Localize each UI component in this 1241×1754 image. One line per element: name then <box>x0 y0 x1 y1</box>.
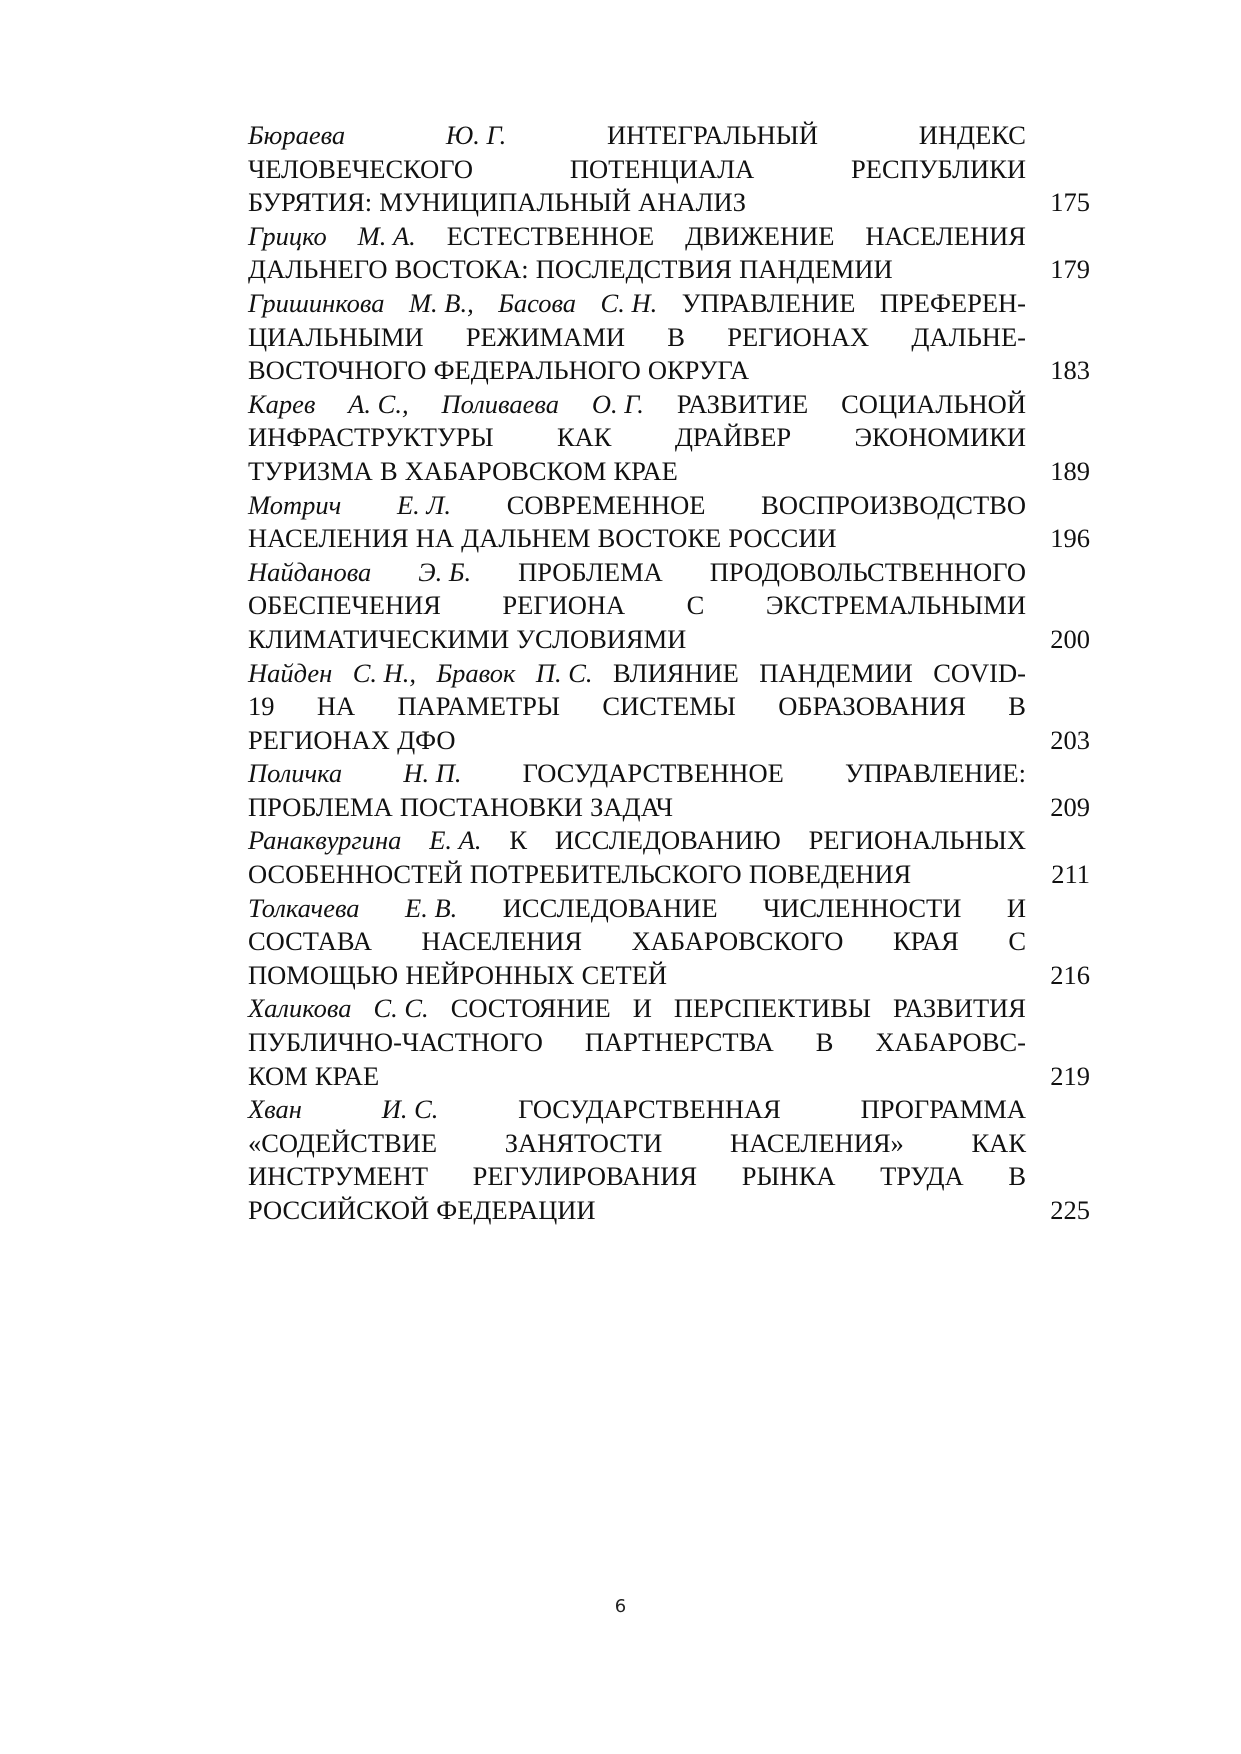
toc-entry-page: 209 <box>1050 791 1090 822</box>
table-of-contents <box>248 119 1090 1228</box>
toc-entry[interactable]: Ранаквургина Е. А. К ИССЛЕДОВАНИЮ РЕГИОНАЛЬНЫХ ОСОБЕННОСТЕЙ ПОТРЕБИТЕЛЬСКОГО ПОВЕДЕНИЯ 211 <box>248 824 1090 891</box>
toc-entry[interactable]: Гришинкова М. В., Басова С. Н. УПРАВЛЕНИЕ ПРЕФЕРЕН- ЦИАЛЬНЫМИ РЕЖИМАМИ В РЕГИОНАХ ДАЛЬНЕ- ВОСТОЧНОГО ФЕДЕРАЛЬНОГО ОКРУГА 183 <box>248 287 1090 388</box>
toc-entry-page: 211 <box>1051 859 1090 890</box>
page-number: 6 <box>614 1596 627 1617</box>
toc-entry-page: 175 <box>1050 187 1090 218</box>
toc-entry-page: 196 <box>1050 523 1090 554</box>
toc-entry-page: 219 <box>1050 1060 1090 1091</box>
toc-entry-page: 216 <box>1050 959 1090 990</box>
toc-entry[interactable]: Найден С. Н., Бравок П. С. ВЛИЯНИЕ ПАНДЕМИИ COVID- 19 НА ПАРАМЕТРЫ СИСТЕМЫ ОБРАЗОВАНИЯ В РЕГИОНАХ ДФО 203 <box>248 657 1090 758</box>
toc-entry-page: 179 <box>1050 254 1090 285</box>
toc-entry[interactable]: Найданова Э. Б. ПРОБЛЕМА ПРОДОВОЛЬСТВЕННОГО ОБЕСПЕЧЕНИЯ РЕГИОНА С ЭКСТРЕМАЛЬНЫМИ КЛИМАТИЧЕСКИМИ УСЛОВИЯМИ 200 <box>248 556 1090 657</box>
toc-entry-page: 203 <box>1050 724 1090 755</box>
toc-entry-page: 183 <box>1050 355 1090 386</box>
toc-entry[interactable]: Мотрич Е. Л. СОВРЕМЕННОЕ ВОСПРОИЗВОДСТВО НАСЕЛЕНИЯ НА ДАЛЬНЕМ ВОСТОКЕ РОССИИ 196 <box>248 489 1090 556</box>
toc-entry[interactable]: Хван И. С. ГОСУДАРСТВЕННАЯ ПРОГРАММА «СОДЕЙСТВИЕ ЗАНЯТОСТИ НАСЕЛЕНИЯ» КАК ИНСТРУМЕНТ РЕГУЛИРОВАНИЯ РЫНКА ТРУДА В РОССИЙСКОЙ ФЕДЕРАЦИИ 225 <box>248 1093 1090 1227</box>
toc-entry[interactable]: Бюраева Ю. Г. ИНТЕГРАЛЬНЫЙ ИНДЕКС ЧЕЛОВЕЧЕСКОГО ПОТЕНЦИАЛА РЕСПУБЛИКИ БУРЯТИЯ: МУНИЦИПАЛЬНЫЙ АНАЛИЗ 175 <box>248 119 1090 220</box>
toc-entry[interactable]: Толкачева Е. В. ИССЛЕДОВАНИЕ ЧИСЛЕННОСТИ И СОСТАВА НАСЕЛЕНИЯ ХАБАРОВСКОГО КРАЯ С ПОМОЩЬЮ НЕЙРОННЫХ СЕТЕЙ 216 <box>248 892 1090 993</box>
toc-entry-page: 189 <box>1050 455 1090 486</box>
toc-entry[interactable]: Карев А. С., Поливаева О. Г. РАЗВИТИЕ СОЦИАЛЬНОЙ ИНФРАСТРУКТУРЫ КАК ДРАЙВЕР ЭКОНОМИКИ ТУРИЗМА В ХАБАРОВСКОМ КРАЕ 189 <box>248 388 1090 489</box>
toc-entry[interactable]: Грицко М. А. ЕСТЕСТВЕННОЕ ДВИЖЕНИЕ НАСЕЛЕНИЯ ДАЛЬНЕГО ВОСТОКА: ПОСЛЕДСТВИЯ ПАНДЕМИИ 179 <box>248 220 1090 287</box>
toc-entry[interactable]: Поличка Н. П. ГОСУДАРСТВЕННОЕ УПРАВЛЕНИЕ: ПРОБЛЕМА ПОСТАНОВКИ ЗАДАЧ 209 <box>248 757 1090 824</box>
toc-entry-page: 200 <box>1050 623 1090 654</box>
toc-entry-page: 225 <box>1050 1195 1090 1225</box>
toc-entry[interactable]: Халикова С. С. СОСТОЯНИЕ И ПЕРСПЕКТИВЫ РАЗВИТИЯ ПУБЛИЧНО-ЧАСТНОГО ПАРТНЕРСТВА В ХАБАРОВС- КОМ КРАЕ 219 <box>248 992 1090 1093</box>
